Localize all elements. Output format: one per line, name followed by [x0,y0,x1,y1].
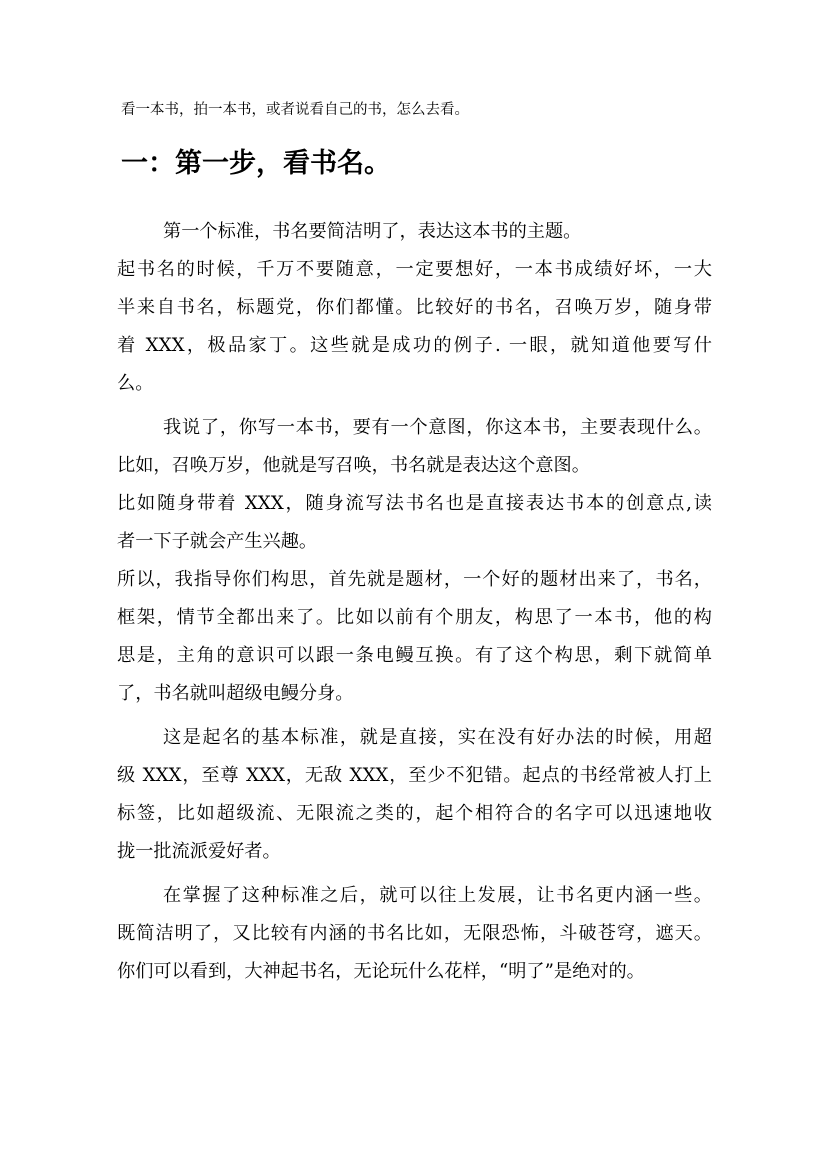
paragraph [117,485,712,561]
paragraph-line: 者一下子就会产生兴趣。 [117,531,318,552]
paragraph-line: 着 XXX，极品家丁。这些就是成功的例子. 一眼，就知道他要写什 [117,335,712,356]
paragraph-line: 起书名的时候，千万不要随意，一定要想好，一本书成绩好坏，一大 [117,259,712,280]
paragraph [117,251,712,403]
paragraph-line: 半来自书名，标题党，你们都懂。比较好的书名，召唤万岁，随身带 [117,297,712,318]
paragraph-line: 比如随身带着 XXX，随身流写法书名也是直接表达书本的创意点,读 [117,493,712,514]
paragraph-line: 思是，主角的意识可以跟一条电鳗互换。有了这个构思，剩下就简单 [117,645,712,666]
paragraph [117,213,712,251]
paragraph-line: 了，书名就叫超级电鳗分身。 [117,683,354,704]
paragraph-line: 么。 [117,373,154,394]
paragraph-line: 既简洁明了，又比较有内涵的书名比如，无限恐怖，斗破苍穹，遮天。 [117,923,712,944]
paragraph [117,877,712,991]
paragraph [117,561,712,713]
paragraph-line: 标签，比如超级流、无限流之类的，起个相符合的名字可以迅速地收 [117,803,712,824]
paragraph-line: 第一个标准，书名要简洁明了，表达这本书的主题。 [163,221,582,242]
paragraph-line: 在掌握了这种标准之后，就可以往上发展，让书名更内涵一些。 [163,885,712,906]
intro-line: 看一本书，拍一本书，或者说看自己的书，怎么去看。 [121,102,469,118]
paragraph-line: 框架，情节全都出来了。比如以前有个朋友，构思了一本书，他的构 [117,607,712,628]
paragraph [117,409,712,485]
paragraph-line: 比如，召唤万岁，他就是写召唤，书名就是表达这个意图。 [117,455,590,476]
paragraph-line: 我说了，你写一本书，要有一个意图，你这本书，主要表现什么。 [163,417,712,438]
paragraph [117,719,712,871]
paragraph-line: 级 XXX，至尊 XXX，无敌 XXX，至少不犯错。起点的书经常被人打上 [117,765,712,786]
paragraph-line: 拢一批流派爱好者。 [117,841,281,862]
paragraph-line: 所以，我指导你们构思，首先就是题材，一个好的题材出来了，书名， [117,569,712,590]
section-heading: 一：第一步，看书名。 [121,148,391,179]
body-text [117,213,712,991]
paragraph-line: 你们可以看到，大神起书名，无论玩什么花样，“明了”是绝对的。 [117,961,645,982]
paragraph-line: 这是起名的基本标准，就是直接，实在没有好办法的时候，用超 [163,727,712,748]
